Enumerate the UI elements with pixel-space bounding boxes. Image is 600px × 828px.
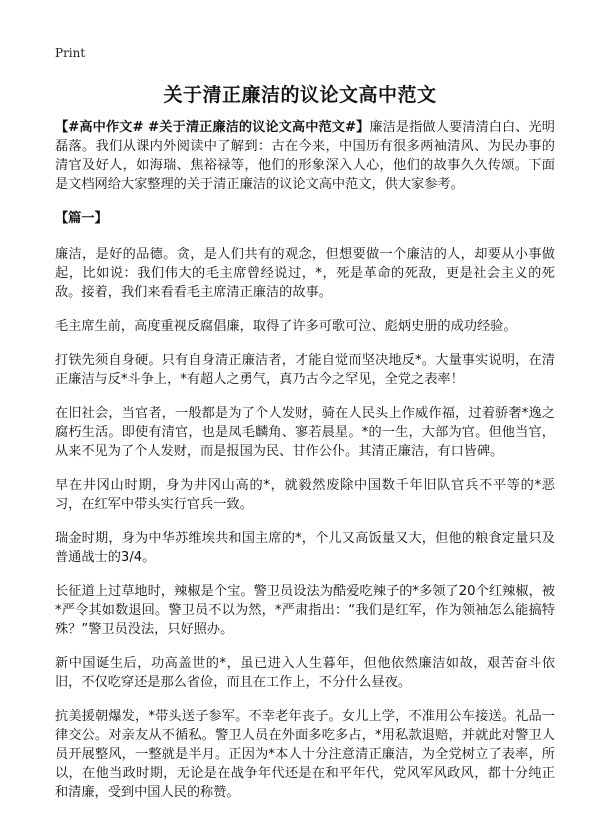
paragraph-3: 打铁先须自身硬。只有自身清正廉洁者，才能自觉而坚决地反*。大量事实说明，在清正廉洁与反*斗争上，*有超人之勇气，真乃古今之罕见，全党之表率！ — [55, 353, 555, 387]
paragraph-2: 毛主席生前，高度重视反腐倡廉，取得了许多可歌可泣、彪炳史册的成功经验。 — [55, 319, 517, 334]
paragraph-1: 廉洁，是好的品德。贪，是人们共有的观念，但想要做一个廉洁的人，却要从小事做起，比如说：我们伟大的毛主席曾经说过，*，死是革命的死敌，更是社会主义的死敌。接着，我们来看看毛主席清正廉洁的故事。 — [55, 247, 555, 300]
paragraph-7: 长征道上过草地时，辣椒是个宝。警卫员设法为酷爱吃辣子的*多领了20个红辣椒，被*严令其如数退回。警卫员不以为然，*严肃指出：“我们是红军，作为领袖怎么能搞特殊？”警卫员没法，只好照办。 — [55, 584, 555, 637]
intro-paragraph — [55, 118, 555, 194]
paragraph-4: 在旧社会，当官者，一般都是为了个人发财，骑在人民头上作威作福，过着骄奢*逸之腐朽生活。即使有清官，也是凤毛麟角、寥若晨星。*的一生，大部为官。但他当官，从来不见为了个人发财，而是报国为民、甘作公仆。其清正廉洁，有口皆碑。 — [55, 406, 555, 459]
article-body — [55, 118, 555, 817]
paragraph-5: 早在井冈山时期，身为井冈山高的*，就毅然废除中国数千年旧队官兵不平等的*恶习，在红军中带头实行官兵一致。 — [55, 478, 555, 512]
print-link[interactable]: Print — [55, 46, 86, 60]
paragraph-9: 抗美援朝爆发，*带头送子参军。不幸老年丧子。女儿上学，不准用公车接送。礼品一律交公。对亲友从不循私。警卫人员在外面多吃多占，*用私款退赔，并就此对警卫人员开展整风，一整就是半月。正因为*本人十分注意清正廉洁，为全党树立了表率，所以，在他当政时期，无论是在战争年代还是在和平年代，党风军风政风，都十分纯正和清廉，受到中国人民的称赞。 — [55, 709, 555, 800]
section-heading: 【篇一】 — [55, 211, 108, 226]
article-tags: 【#高中作文# #关于清正廉洁的议论文高中范文#】 — [55, 120, 370, 135]
paragraph-8: 新中国诞生后，功高盖世的*，虽已进入人生暮年，但他依然廉洁如故，艰苦奋斗依旧，不仅吃穿还是那么省俭，而且在工作上，不分什么昼夜。 — [55, 656, 555, 690]
page-title: 关于清正廉洁的议论文高中范文 — [163, 84, 437, 106]
paragraph-6: 瑞金时期，身为中华苏维埃共和国主席的*，个儿又高饭量又大，但他的粮食定量只及普通战士的3/4。 — [55, 531, 555, 565]
intro-text: 廉洁是指做人要清清白白、光明磊落。我们从课内外阅读中了解到：古在今来，中国历有很多两袖清风、为民办事的清官及好人，如海瑞、焦裕禄等，他们的形象深入人心，他们的故事久久传颂。下面是文档网给大家整理的关于清正廉洁的议论文高中范文，供大家参考。 — [55, 120, 555, 192]
